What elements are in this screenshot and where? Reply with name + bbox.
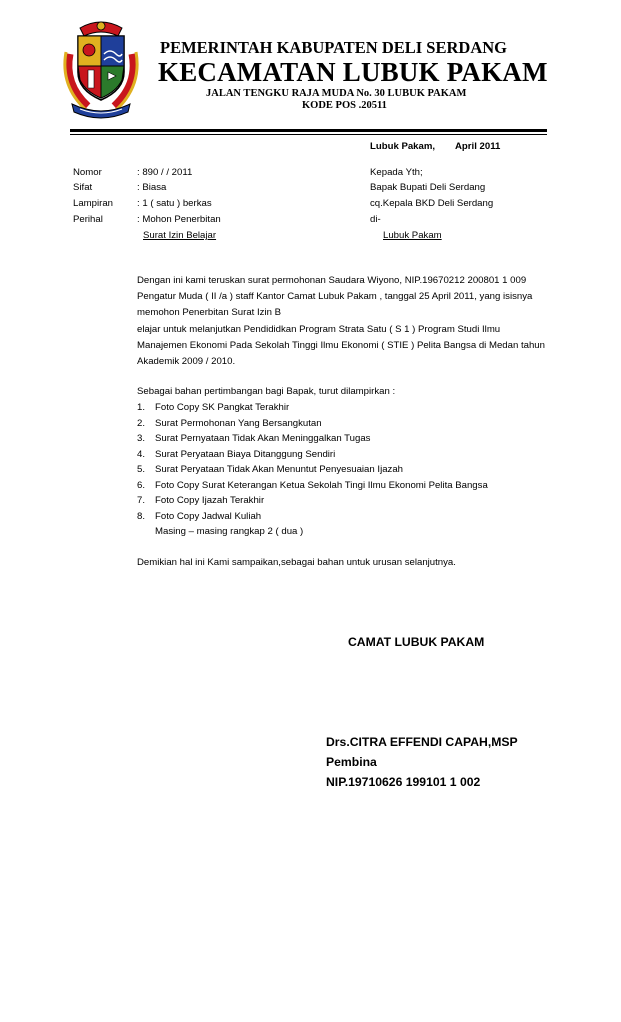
list-item-number: 3.: [137, 433, 146, 444]
list-item-text: Foto Copy Ijazah Terakhir: [155, 495, 265, 506]
attachments-copies-note: Masing – masing rangkap 2 ( dua ): [155, 526, 304, 537]
list-item-text: Foto Copy Surat Keterangan Ketua Sekolah Tingi Ilmu Ekonomi Pelita Bangsa: [155, 479, 488, 491]
letterhead-thick-rule: [70, 129, 547, 132]
body-paragraph-intro-part1: Dengan ini kami teruskan surat permohonan Saudara Wiyono, NIP.19670212 200801 1 009 Pengatur Muda ( II /a ) staff Kantor Camat Lubuk Pakam , tanggal 25 April 2011, yang isisnya memohon Penerbitan Surat Izin B: [137, 275, 533, 319]
list-item-number: 1.: [137, 402, 146, 413]
list-item: [137, 431, 370, 447]
list-item: [137, 509, 261, 525]
letterhead-government-name: PEMERINTAH KABUPATEN DELI SERDANG: [160, 38, 507, 57]
list-item-text: Surat Pernyataan Tidak Akan Meninggalkan Tugas: [155, 433, 371, 444]
perihal-subject-continuation: Surat Izin Belajar: [143, 230, 217, 241]
list-item: [137, 400, 289, 416]
meta-value-perihal: : Mohon Penerbitan: [137, 214, 221, 225]
meta-value-sifat: : Biasa: [137, 182, 167, 193]
meta-label-nomor: Nomor: [73, 167, 102, 178]
list-item-text: Surat Peryataan Tidak Akan Menuntut Penyesuaian Ijazah: [155, 464, 403, 475]
list-item: [137, 416, 322, 432]
signature-nip: NIP.19710626 199101 1 002: [326, 775, 481, 789]
meta-label-sifat: Sifat: [73, 182, 93, 193]
signature-name: Drs.CITRA EFFENDI CAPAH,MSP: [326, 735, 518, 749]
body-paragraph-intro-part2: elajar untuk melanjutkan Pendididkan Program Strata Satu ( S 1 ) Program Studi Ilmu Manajemen Ekonomi Pada Sekolah Tinggi Ilmu Ekonomi ( STIE ) Pelita Bangsa di Medan tahun Akademik 2009 / 2010.: [137, 323, 545, 368]
signature-title: CAMAT LUBUK PAKAM: [348, 635, 485, 649]
list-item-text: Surat Permohonan Yang Bersangkutan: [155, 417, 322, 429]
meta-label-perihal: Perihal: [73, 214, 103, 225]
list-item-text: Foto Copy SK Pangkat Terakhir: [155, 402, 290, 413]
list-item-number: 2.: [137, 417, 146, 429]
list-item: [137, 447, 335, 463]
body-closing-sentence: Demikian hal ini Kami sampaikan,sebagai bahan untuk urusan selanjutnya.: [137, 557, 456, 568]
recipient-name: Bapak Bupati Deli Serdang: [370, 182, 486, 193]
date-month-year: April 2011: [455, 141, 501, 152]
list-item: [137, 478, 488, 494]
list-item-number: 5.: [137, 464, 146, 475]
list-item-text: Foto Copy Jadwal Kuliah: [155, 510, 262, 522]
recipient-di: di-: [370, 214, 381, 225]
list-item-number: 6.: [137, 479, 146, 491]
body-paragraph-intro: [137, 273, 547, 370]
letterhead-postal-code: KODE POS .20511: [302, 100, 387, 111]
list-item-number: 4.: [137, 448, 146, 460]
meta-label-lampiran: Lampiran: [73, 198, 113, 209]
list-item: [137, 462, 403, 478]
date-place: Lubuk Pakam,: [370, 141, 436, 152]
list-item: [137, 493, 264, 509]
list-item-number: 8.: [137, 510, 146, 522]
recipient-cq: cq.Kepala BKD Deli Serdang: [370, 198, 494, 209]
meta-value-nomor: : 890 / / 2011: [137, 167, 193, 178]
list-item-text: Surat Peryataan Biaya Ditanggung Sendiri: [155, 448, 336, 460]
letterhead-district-name: KECAMATAN LUBUK PAKAM: [158, 57, 548, 87]
recipient-salutation: Kepada Yth;: [370, 167, 423, 178]
list-item-number: 7.: [137, 495, 146, 506]
signature-rank: Pembina: [326, 755, 377, 769]
meta-value-lampiran: : 1 ( satu ) berkas: [137, 198, 212, 209]
recipient-city: Lubuk Pakam: [383, 230, 442, 241]
letterhead-thin-rule: [70, 134, 547, 135]
regency-emblem-logo: [58, 14, 144, 122]
body-attachments-intro: Sebagai bahan pertimbangan bagi Bapak, turut dilampirkan :: [137, 386, 396, 397]
letterhead-address: JALAN TENGKU RAJA MUDA No. 30 LUBUK PAKAM: [206, 88, 467, 99]
